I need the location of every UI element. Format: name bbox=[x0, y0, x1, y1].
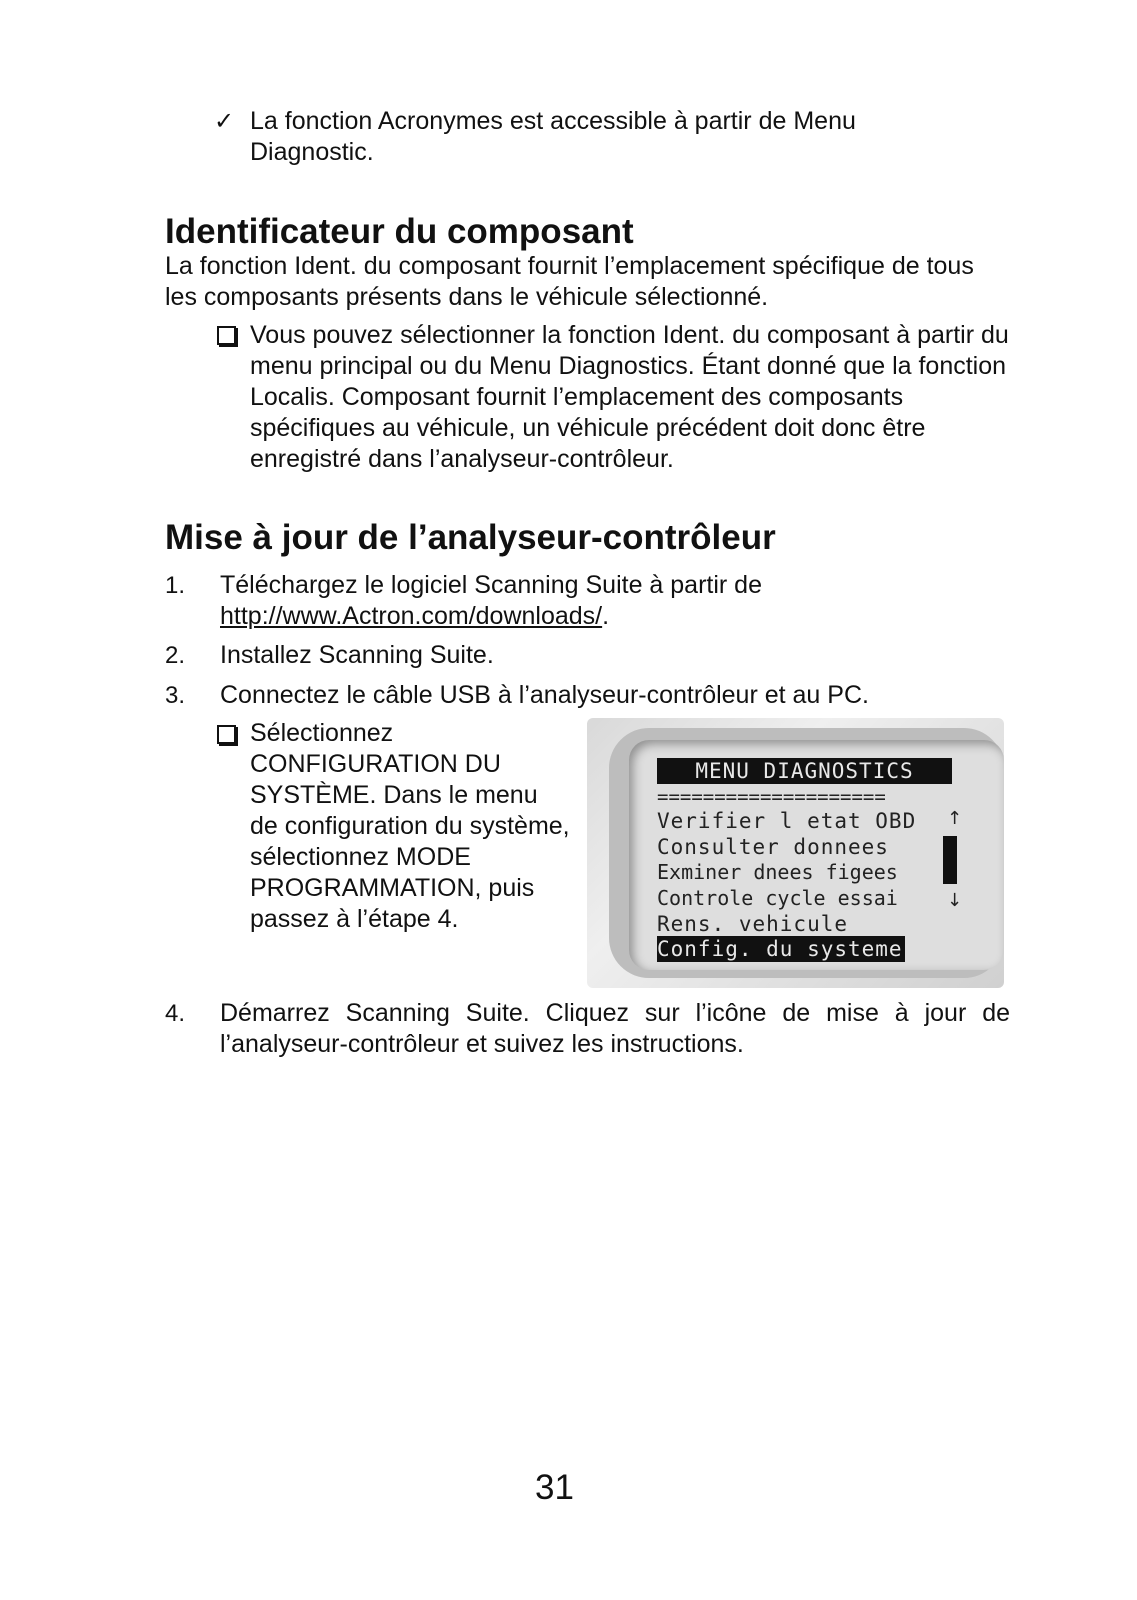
step-number: 3. bbox=[165, 682, 186, 709]
check-icon: ✓ bbox=[214, 108, 235, 135]
section-heading-scanner-update: Mise à jour de l’analyseur-contrôleur bbox=[165, 518, 776, 557]
lcd-menu-item: Rens. vehicule bbox=[657, 912, 849, 936]
lcd-menu-item: Verifier l etat OBD bbox=[657, 809, 917, 833]
section1-bullet-text: Vous pouvez sélectionner la fonction Ident. du composant à partir du menu principal ou du Menu Diagnostics. Étant donné que la fonction Localis. Composant fournit l’emplacement des composants spécifiques au véhicule, un véhicule précédent doit donc être enregistré dans l’analyseur-contrôleur. bbox=[250, 321, 1009, 473]
intro-bullet-text: La fonction Acronymes est accessible à partir de Menu Diagnostic. bbox=[250, 107, 856, 166]
lcd-selected-item: Config. du systeme bbox=[657, 937, 903, 961]
lcd-scroll-up-icon: ↑ bbox=[947, 808, 963, 829]
lcd-scrollbar bbox=[943, 836, 957, 884]
lcd-display bbox=[629, 740, 1004, 970]
scanner-screen-image bbox=[587, 718, 1004, 988]
step-1-text bbox=[220, 570, 1010, 632]
checkbox-bullet-icon bbox=[217, 326, 236, 350]
step-1-text-before: Téléchargez le logiciel Scanning Suite à partir de bbox=[220, 571, 762, 599]
lcd-menu-item: Exminer dnees figees bbox=[657, 860, 898, 884]
section-heading-component-id: Identificateur du composant bbox=[165, 212, 634, 251]
step-number: 1. bbox=[165, 572, 186, 599]
step-number: 4. bbox=[165, 1000, 186, 1027]
lcd-menu-item: Consulter donnees bbox=[657, 835, 889, 859]
lcd-menu-item: Controle cycle essai bbox=[657, 886, 898, 910]
lcd-scroll-down-icon: ↓ bbox=[947, 890, 963, 911]
section1-paragraph: La fonction Ident. du composant fournit l’emplacement spécifique de tous les composants présents dans le véhicule sélectionné. bbox=[165, 252, 974, 311]
step-number: 2. bbox=[165, 642, 186, 669]
step-1-text-after: . bbox=[602, 602, 610, 630]
lcd-menu-title: MENU DIAGNOSTICS bbox=[657, 758, 952, 784]
checkbox-bullet-icon bbox=[217, 725, 236, 749]
step-2-text: Installez Scanning Suite. bbox=[220, 641, 494, 669]
page-number: 31 bbox=[535, 1468, 574, 1507]
step-3-text: Connectez le câble USB à l’analyseur-contrôleur et au PC. bbox=[220, 681, 869, 709]
step-3-sub-bullet-text: Sélectionnez CONFIGURATION DU SYSTÈME. Dans le menu de configuration du système, sélectionnez MODE PROGRAMMATION, puis passez à l’étape 4. bbox=[250, 719, 570, 933]
lcd-separator: ==================== bbox=[657, 786, 886, 808]
step-4-text: Démarrez Scanning Suite. Cliquez sur l’icône de mise à jour de l’analyseur-contrôleur et suivez les instructions. bbox=[220, 999, 1010, 1058]
download-link[interactable]: http://www.Actron.com/downloads/ bbox=[220, 602, 603, 630]
